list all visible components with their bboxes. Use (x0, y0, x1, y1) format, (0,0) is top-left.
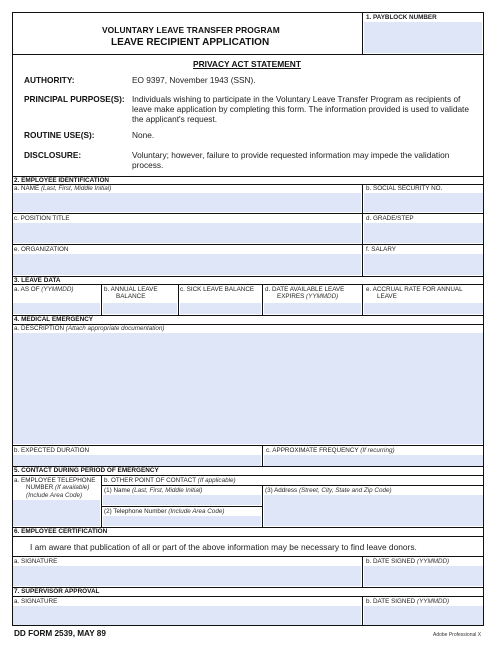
position-title-field[interactable] (13, 223, 361, 243)
form-id: DD FORM 2539, MAY 89 (14, 629, 106, 638)
frequency-label: c. APPROXIMATE FREQUENCY (If recurring) (266, 447, 395, 454)
section-2-heading: 2. EMPLOYEE IDENTIFICATION (14, 177, 110, 184)
rule (12, 475, 484, 476)
annual-leave-field[interactable] (103, 303, 177, 314)
supervisor-date-label: b. DATE SIGNED (YYMMDD) (366, 598, 450, 605)
annual-leave-label: b. ANNUAL LEAVE BALANCE (104, 286, 158, 301)
rule (12, 556, 484, 557)
rule (362, 556, 363, 587)
rule (101, 475, 102, 527)
employee-telephone-label: a. EMPLOYEE TELEPHONE NUMBER (If available) (Include Area Code) (14, 477, 96, 499)
section-3-heading: 3. LEAVE DATA (14, 277, 61, 284)
rule (101, 506, 263, 507)
software-note: Adobe Professional X (433, 632, 482, 638)
rule (12, 596, 484, 597)
section-5-heading: 5. CONTACT DURING PERIOD OF EMERGENCY (14, 467, 159, 474)
contact-telephone-field[interactable] (103, 516, 261, 526)
disclosure-text: Voluntary; however, failure to provide requested information may impede the validation process. (132, 150, 450, 170)
rule (12, 445, 484, 446)
contact-address-field[interactable] (264, 495, 483, 526)
payblock-field[interactable] (364, 22, 482, 53)
payblock-label: 1. PAYBLOCK NUMBER (366, 14, 437, 21)
sick-leave-field[interactable] (180, 303, 261, 314)
supervisor-date-field[interactable] (364, 606, 483, 625)
rule (12, 213, 484, 214)
contact-address-label: (3) Address (Street, City, State and Zip Code) (265, 487, 392, 494)
date-expires-field[interactable] (264, 303, 361, 314)
description-field[interactable] (13, 333, 483, 444)
frequency-field[interactable] (264, 455, 483, 466)
section-4-heading: 4. MEDICAL EMERGENCY (14, 316, 94, 323)
rule (178, 284, 179, 315)
rule (362, 284, 363, 315)
routine-label: ROUTINE USE(S): (24, 130, 95, 140)
employee-signature-label: a. SIGNATURE (14, 558, 58, 565)
certification-statement: I am aware that publication of all or part of the above information may be necessary to find leave donors. (30, 542, 417, 552)
as-of-label: a. AS OF (YYMMDD) (14, 286, 74, 293)
rule (262, 445, 263, 467)
form-title: LEAVE RECIPIENT APPLICATION (111, 37, 270, 48)
contact-name-label: (1) Name (Last, First, Middle Initial) (104, 487, 203, 494)
employee-signature-field[interactable] (13, 566, 361, 586)
rule (12, 244, 484, 245)
ssn-field[interactable] (364, 193, 483, 212)
salary-label: f. SALARY (366, 246, 396, 253)
purpose-text: Individuals wishing to participate in the Voluntary Leave Transfer Program as recipients of leave make application by completing this form. The information provided is used to validate the applicant's request. (132, 94, 469, 124)
accrual-rate-field[interactable] (364, 303, 483, 314)
other-contact-label: b. OTHER POINT OF CONTACT (If applicable) (104, 477, 236, 484)
rule (12, 536, 484, 537)
routine-text: None. (132, 130, 155, 140)
date-expires-label: d. DATE AVAILABLE LEAVE EXPIRES (YYMMDD) (265, 286, 345, 301)
supervisor-signature-label: a. SIGNATURE (14, 598, 58, 605)
authority-text: EO 9397, November 1943 (SSN). (132, 75, 256, 85)
name-field[interactable] (13, 193, 361, 212)
rule (101, 485, 484, 486)
sick-leave-label: c. SICK LEAVE BALANCE (180, 286, 255, 293)
rule (262, 284, 263, 315)
employee-telephone-field[interactable] (13, 500, 100, 526)
grade-step-field[interactable] (364, 223, 483, 243)
section-7-heading: 7. SUPERVISOR APPROVAL (14, 588, 100, 595)
employee-date-field[interactable] (364, 566, 483, 586)
accrual-rate-label: e. ACCRUAL RATE FOR ANNUAL LEAVE (366, 286, 463, 301)
program-title: VOLUNTARY LEAVE TRANSFER PROGRAM (102, 25, 280, 35)
expected-duration-field[interactable] (13, 455, 261, 466)
organization-field[interactable] (13, 254, 361, 275)
authority-label: AUTHORITY: (24, 75, 75, 85)
contact-telephone-label: (2) Telephone Number (Include Area Code) (104, 508, 225, 515)
description-label: a. DESCRIPTION (Attach appropriate documentation) (14, 325, 165, 332)
purpose-label: PRINCIPAL PURPOSE(S): (24, 94, 125, 104)
header-divider (362, 12, 363, 54)
position-title-label: c. POSITION TITLE (14, 215, 70, 222)
section-6-heading: 6. EMPLOYEE CERTIFICATION (14, 528, 108, 535)
employee-date-label: b. DATE SIGNED (YYMMDD) (366, 558, 450, 565)
disclosure-label: DISCLOSURE: (24, 150, 82, 160)
rule (101, 284, 102, 315)
section-3-rule (12, 276, 484, 277)
contact-name-field[interactable] (103, 495, 261, 505)
grade-step-label: d. GRADE/STEP (366, 215, 414, 222)
expected-duration-label: b. EXPECTED DURATION (14, 447, 90, 454)
rule (262, 485, 263, 527)
as-of-field[interactable] (13, 303, 100, 314)
name-label: a. NAME (Last, First, Middle Initial) (14, 185, 112, 192)
privacy-heading: PRIVACY ACT STATEMENT (193, 59, 301, 69)
organization-label: e. ORGANIZATION (14, 246, 69, 253)
rule (12, 284, 484, 285)
supervisor-signature-field[interactable] (13, 606, 361, 625)
header-rule (12, 54, 484, 55)
section-2-divider (362, 184, 363, 276)
rule (362, 596, 363, 626)
salary-field[interactable] (364, 254, 483, 275)
ssn-label: b. SOCIAL SECURITY NO. (366, 185, 443, 192)
